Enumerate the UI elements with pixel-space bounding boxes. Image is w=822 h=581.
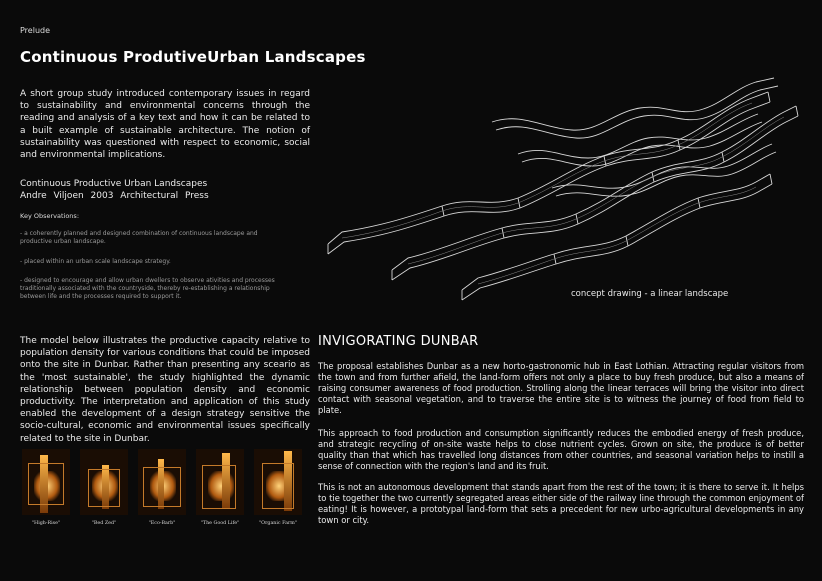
section-heading: INVIGORATING DUNBAR (318, 334, 479, 349)
model-caption: "Organic Farm" (258, 521, 298, 526)
model-image-organic-farm (254, 449, 302, 515)
model-image-bed-zed (80, 449, 128, 515)
density-model-strip (17, 449, 307, 529)
model-image-eco-barb (138, 449, 186, 515)
model-caption: "High-Rise" (31, 521, 61, 526)
concept-drawing (322, 58, 802, 318)
page-title: Continuous ProdutiveUrban Landscapes (20, 48, 366, 66)
model-caption: "Bed Zed" (91, 521, 117, 526)
model-image-high-rise (22, 449, 70, 515)
book-reference (20, 179, 320, 202)
book-title: Continuous Productive Urban Landscapes (20, 179, 208, 189)
intro-paragraph: A short group study introduced contemporary issues in regard to sustainability and environmental concerns through the reading and analysis of a key text and how it can be related to a built example of sustainable architecture. The notion of sustainability was questioned with respect to economic, social and environmental implications. (20, 89, 310, 161)
proposal-paragraph-3: This is not an autonomous development that stands apart from the rest of the town; it is there to serve it. It helps to tie together the two currently segregated areas either side of the railway line through the common enjoyment of eating! It is however, a prototypal land-form that sets a precedent for new urbo-agricultural developments in any town or city. (318, 482, 804, 526)
observation-item: - designed to encourage and allow urban dwellers to observe ativities and processes traditionally associated with the countryside, thereby re-establishing a relationship between life and the processes required to support it. (20, 277, 275, 300)
observation-item: - a coherently planned and designed combination of continuous landscape and productive urban landscape. (20, 230, 258, 245)
model-caption: "Eco-Barb" (148, 521, 176, 526)
concept-drawing-caption: concept drawing - a linear landscape (571, 289, 729, 299)
model-paragraph: The model below illustrates the productive capacity relative to population density for various conditions that could be imposed onto the site in Dunbar. Rather than presenting any sceario as the 'most sustainable', the study highlighted the dynamic relationship between population density and economic productivity. The interpretation and application of this study enabled the development of a design strategy sensitive the socio-cultural, economic and environmental issues specifically related to the site in Dunbar. (20, 336, 310, 444)
book-author-line: Andre Viljoen 2003 Architectural Press (20, 190, 209, 201)
proposal-paragraph-1: The proposal establishes Dunbar as a new horto-gastronomic hub in East Lothian. Attracting regular visitors from the town and from further afield, the land-form offers not only a place to buy fresh produce, but also a means of raising consumer awareness of food production. Strolling along the linear terraces will bring the visitor into direct contact with seasonal vegetation, and to traverse the entire site is to witness the journey of food from field to plate. (318, 361, 804, 416)
observation-item: - placed within an urban scale landscape strategy. (20, 258, 171, 265)
key-observations-heading: Key Observations: (20, 212, 80, 220)
proposal-paragraph-2: This approach to food production and consumption significantly reduces the embodied energy of fresh produce, and strategic recycling of on-site waste helps to close nutrient cycles. Grown on site, the produce is of better quality than that which has travelled long distances from other countries, and seasonal variation helps to instill a sense of connection with the region's land and its fruit. (318, 428, 804, 472)
model-image-good-life (196, 449, 244, 515)
model-caption: "The Good Life" (200, 521, 240, 526)
prelude-label: Prelude (20, 26, 51, 35)
